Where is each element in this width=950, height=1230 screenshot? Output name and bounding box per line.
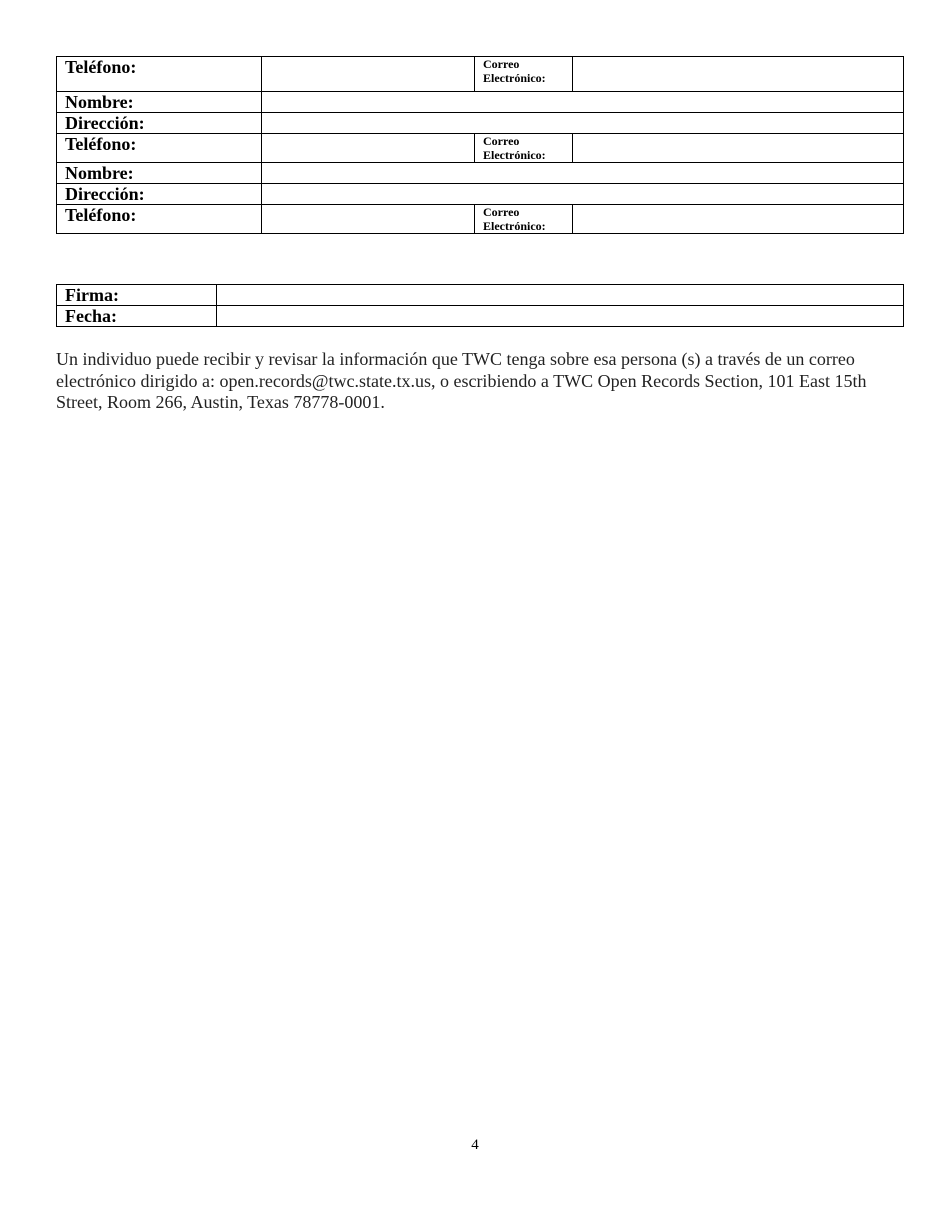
email-label: Correo Electrónico: (475, 57, 573, 92)
address-label: Dirección: (57, 113, 262, 134)
name-row-2 (57, 92, 904, 113)
phone-field[interactable] (262, 205, 475, 234)
address-label: Dirección: (57, 184, 262, 205)
contact-info-table (56, 56, 904, 234)
address-field[interactable] (262, 113, 904, 134)
email-field[interactable] (573, 205, 904, 234)
phone-field[interactable] (262, 57, 475, 92)
phone-label: Teléfono: (57, 57, 262, 92)
page-number: 4 (471, 1137, 479, 1153)
date-label: Fecha: (57, 306, 217, 327)
name-field[interactable] (262, 92, 904, 113)
signature-row (57, 285, 904, 306)
email-field[interactable] (573, 57, 904, 92)
address-row-3 (57, 184, 904, 205)
phone-label: Teléfono: (57, 205, 262, 234)
signature-field[interactable] (217, 285, 904, 306)
phone-row-2 (57, 134, 904, 163)
records-note: Un individuo puede recibir y revisar la información que TWC tenga sobre esa persona (s) a través de un correo electrónico dirigido a: open.records@twc.state.tx.us, o escribiendo a TWC Open Records Section, 101 East 15th Street, Room 266, Austin, Texas 78778-0001. (56, 349, 867, 412)
phone-field[interactable] (262, 134, 475, 163)
name-field[interactable] (262, 163, 904, 184)
signature-label: Firma: (57, 285, 217, 306)
date-field[interactable] (217, 306, 904, 327)
date-row (57, 306, 904, 327)
address-field[interactable] (262, 184, 904, 205)
name-row-3 (57, 163, 904, 184)
email-label: Correo Electrónico: (475, 134, 573, 163)
name-label: Nombre: (57, 92, 262, 113)
signature-table (56, 284, 904, 327)
phone-row-3 (57, 205, 904, 234)
email-field[interactable] (573, 134, 904, 163)
phone-label: Teléfono: (57, 134, 262, 163)
email-label: Correo Electrónico: (475, 205, 573, 234)
phone-row-1 (57, 57, 904, 92)
address-row-2 (57, 113, 904, 134)
name-label: Nombre: (57, 163, 262, 184)
